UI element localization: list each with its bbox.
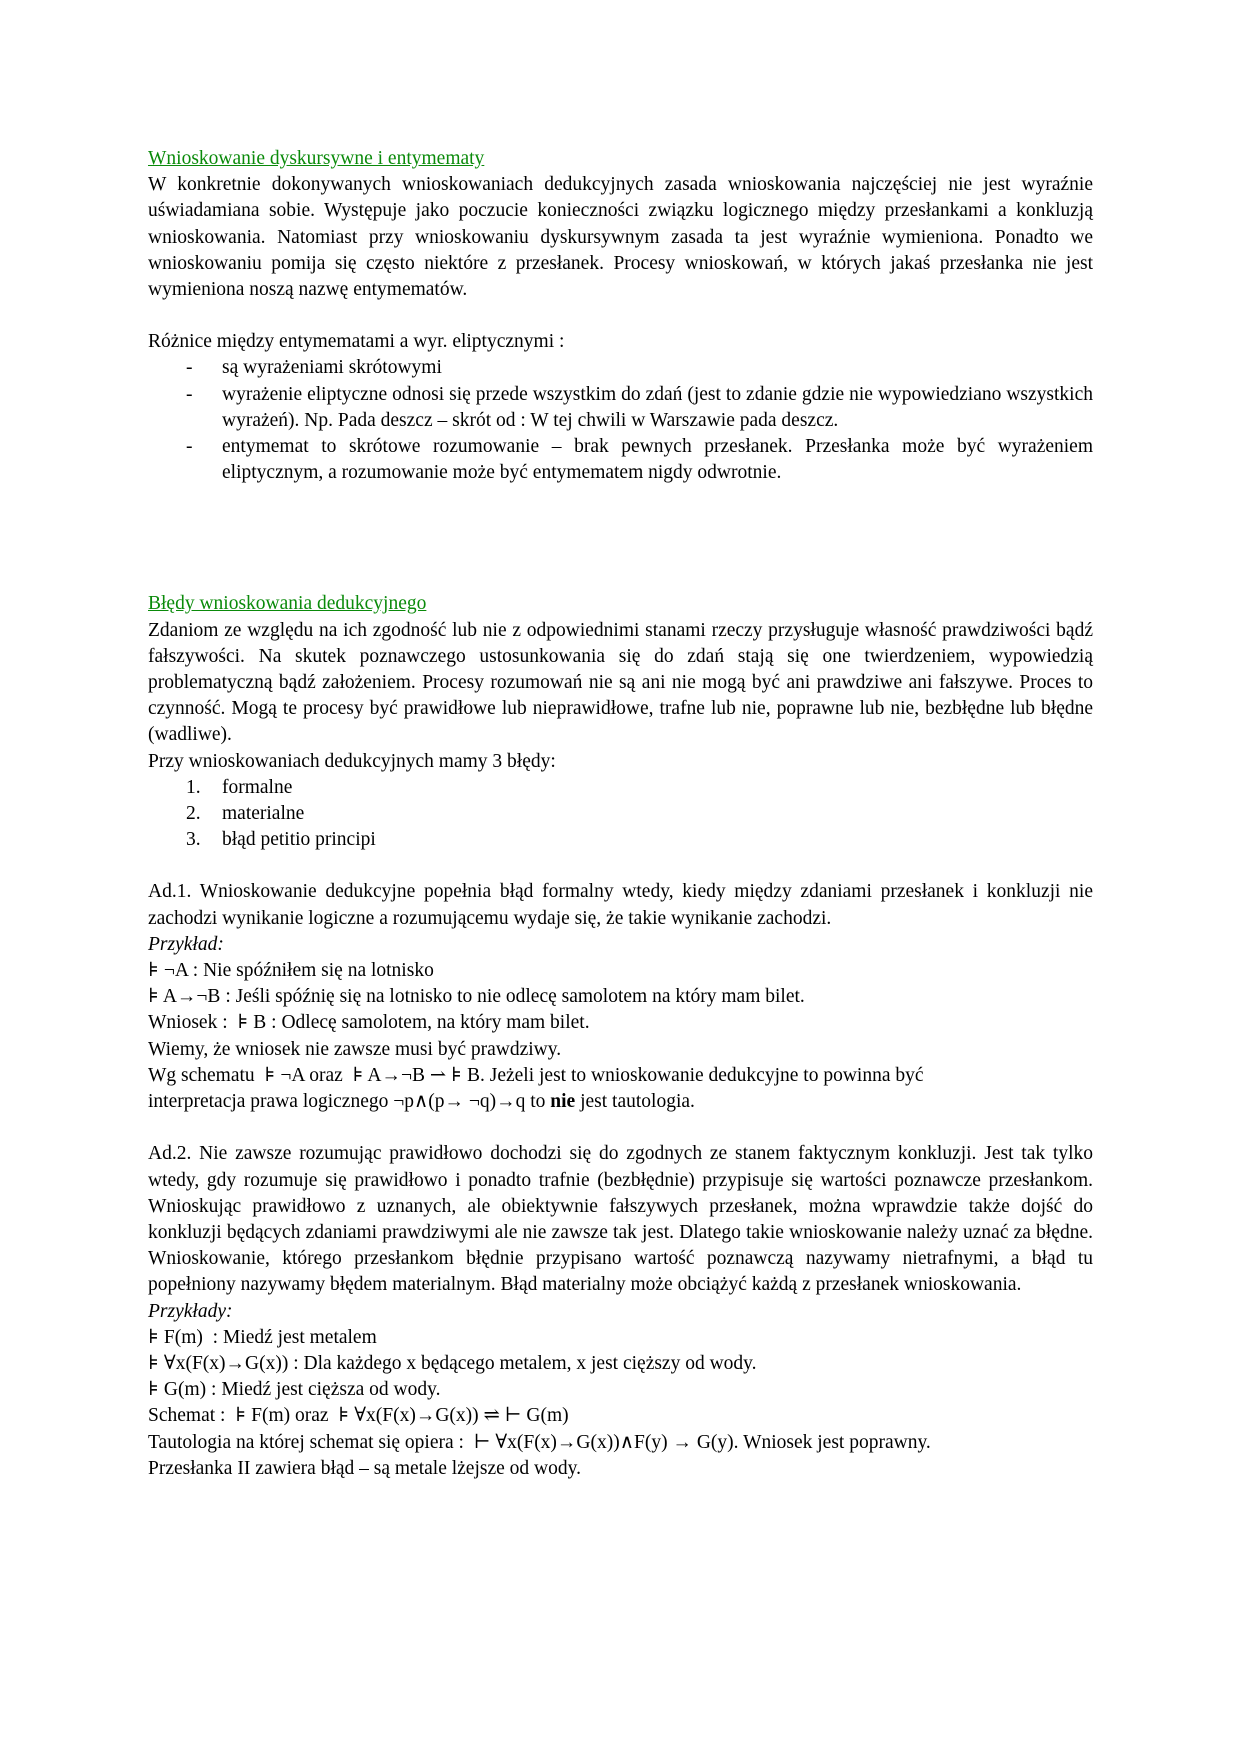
list-item-text: wyrażenie eliptyczne odnosi się przede wszystkim do zdań (jest to zdanie gdzie nie wypowiedziano wszystkich wyrażeń). Np. Pada deszcz – skrót od : W tej chwili w Warszawie pada deszcz. bbox=[222, 383, 1093, 431]
formula-line: ⊧ G(m) : Miedź jest cięższa od wody. bbox=[148, 1379, 441, 1401]
list-number: 2. bbox=[186, 803, 201, 825]
schema-line: Wg schematu ⊧ ¬A oraz ⊧ A→¬B ⇀ ⊧ B. Jeżeli jest to wnioskowanie dedukcyjne to powinna być bbox=[148, 1064, 924, 1086]
paragraph: Ad.2. Nie zawsze rozumując prawidłowo dochodzi się do zgodnych ze stanem faktycznym konkluzji. Jest tak tylko wtedy, gdy rozumuje się prawidłowo i ponadto trafnie (bezbłędnie) przypisuje się wartości poznawcze przesłankom. Wnioskując prawidłowo z uznanych, ale obiektywnie fałszywych przesłanek, można wprawdzie także dojść do konkluzji będących zdaniami prawdziwymi ale nie zawsze tak jest. Dlatego takie wnioskowanie należy uznać za błędne. Wnioskowanie, którego przesłankom błędnie przypisano wartość poznawczą nazywamy nietrafnymi, a błąd tu popełniony nazywamy błędem materialnym. Błąd materialny może obciążyć każdą z przesłanek wnioskowania. bbox=[148, 1143, 1093, 1296]
list-number: 3. bbox=[186, 829, 201, 851]
tautology-line: Tautologia na której schemat się opiera : ⊢ ∀x(F(x)→G(x))∧F(y) → G(y). Wniosek jest poprawny. bbox=[148, 1431, 931, 1453]
formula-line: ⊧ ∀x(F(x)→G(x)) : Dla każdego x będącego metalem, x jest cięższy od wody. bbox=[148, 1352, 757, 1374]
spacer bbox=[148, 1115, 1093, 1141]
section-ad1 bbox=[148, 879, 1093, 1115]
list-item bbox=[148, 382, 1093, 434]
section-ad2 bbox=[148, 1141, 1093, 1482]
example-label: Przykłady: bbox=[148, 1300, 233, 1322]
list-item bbox=[148, 775, 1093, 801]
list-item-text: materialne bbox=[222, 803, 305, 825]
dash-bullet: - bbox=[186, 357, 193, 379]
spacer bbox=[148, 853, 1093, 879]
section-entymematy bbox=[148, 146, 1093, 486]
dash-bullet: - bbox=[186, 383, 193, 405]
formula-line: Przesłanka II zawiera błąd – są metale lżejsze od wody. bbox=[148, 1457, 581, 1479]
bold-negation: nie bbox=[550, 1091, 576, 1113]
list-item-text: entymemat to skrótowe rozumowanie – brak pewnych przesłanek. Przesłanka może być wyrażeniem eliptycznym, a rozumowanie może być entymematem nigdy odwrotnie. bbox=[222, 436, 1093, 484]
list-intro: Przy wnioskowaniach dedukcyjnych mamy 3 błędy: bbox=[148, 750, 556, 772]
list-intro: Różnice między entymematami a wyr. eliptycznymi : bbox=[148, 331, 565, 353]
formula-line: ⊧ F(m) : Miedź jest metalem bbox=[148, 1326, 377, 1348]
interpretation-text: jest tautologia. bbox=[575, 1091, 695, 1113]
section-bledy bbox=[148, 591, 1093, 853]
interpretation-text: interpretacja prawa logicznego ¬p∧(p→ ¬q)→q to bbox=[148, 1091, 551, 1113]
paragraph: Ad.1. Wnioskowanie dedukcyjne popełnia błąd formalny wtedy, kiedy między zdaniami przesłanek i konkluzji nie zachodzi wynikanie logiczne a rozumującemu wydaje się, że takie wynikanie zachodzi. bbox=[148, 881, 1093, 929]
section-heading: Błędy wnioskowania dedukcyjnego bbox=[148, 593, 427, 615]
list-item bbox=[148, 801, 1093, 827]
schema-line: Schemat : ⊧ F(m) oraz ⊧ ∀x(F(x)→G(x)) ⇌ ⊢ G(m) bbox=[148, 1405, 569, 1427]
dash-bullet: - bbox=[186, 436, 193, 458]
paragraph: W konkretnie dokonywanych wnioskowaniach dedukcyjnych zasada wnioskowania najczęściej nie jest wyraźnie uświadamiana sobie. Występuje jako poczucie konieczności związku logicznego między przesłankami a konkluzją wnioskowania. Natomiast przy wnioskowaniu dyskursywnym zasada ta jest wyraźnie wymieniona. Ponadto we wnioskowaniu pomija się często niektóre z przesłanek. Procesy wnioskowań, w których jakaś przesłanka nie jest wymieniona noszą nazwę entymematów. bbox=[148, 174, 1093, 301]
list-item bbox=[148, 355, 1093, 381]
document-page bbox=[148, 146, 1093, 1482]
interpretation-line bbox=[148, 1089, 1093, 1115]
numbered-list bbox=[148, 775, 1093, 854]
formula-line: Wniosek : ⊧ B : Odlecę samolotem, na który mam bilet. bbox=[148, 1012, 590, 1034]
spacer bbox=[148, 486, 1093, 591]
section-heading: Wnioskowanie dyskursywne i entymematy bbox=[148, 148, 485, 169]
list-number: 1. bbox=[186, 776, 201, 798]
formula-line: ⊧ A→¬B : Jeśli spóźnię się na lotnisko to nie odlecę samolotem na który mam bilet. bbox=[148, 986, 805, 1008]
formula-line: ⊧ ¬A : Nie spóźniłem się na lotnisko bbox=[148, 960, 434, 982]
list-item-text: formalne bbox=[222, 776, 293, 798]
list-item bbox=[148, 434, 1093, 486]
list-item-text: są wyrażeniami skrótowymi bbox=[222, 357, 442, 379]
formula-line: Wiemy, że wniosek nie zawsze musi być prawdziwy. bbox=[148, 1038, 562, 1060]
spacer bbox=[148, 303, 1093, 329]
paragraph: Zdaniom ze względu na ich zgodność lub nie z odpowiednimi stanami rzeczy przysługuje własność prawdziwości bądź fałszywości. Na skutek poznawczego ustosunkowania się do zdań stają się one twierdzeniem, wypowiedzią problematyczną bądź założeniem. Procesy rozumowań nie są ani nie mogą być ani prawdziwe ani fałszywe. Proces to czynność. Mogą te procesy być prawidłowe lub nieprawidłowe, trafne lub nie, poprawne lub nie, bezbłędne lub błędne (wadliwe). bbox=[148, 619, 1093, 746]
list-item bbox=[148, 827, 1093, 853]
dash-list bbox=[148, 355, 1093, 486]
example-label: Przykład: bbox=[148, 933, 224, 955]
list-item-text: błąd petitio principi bbox=[222, 829, 376, 851]
